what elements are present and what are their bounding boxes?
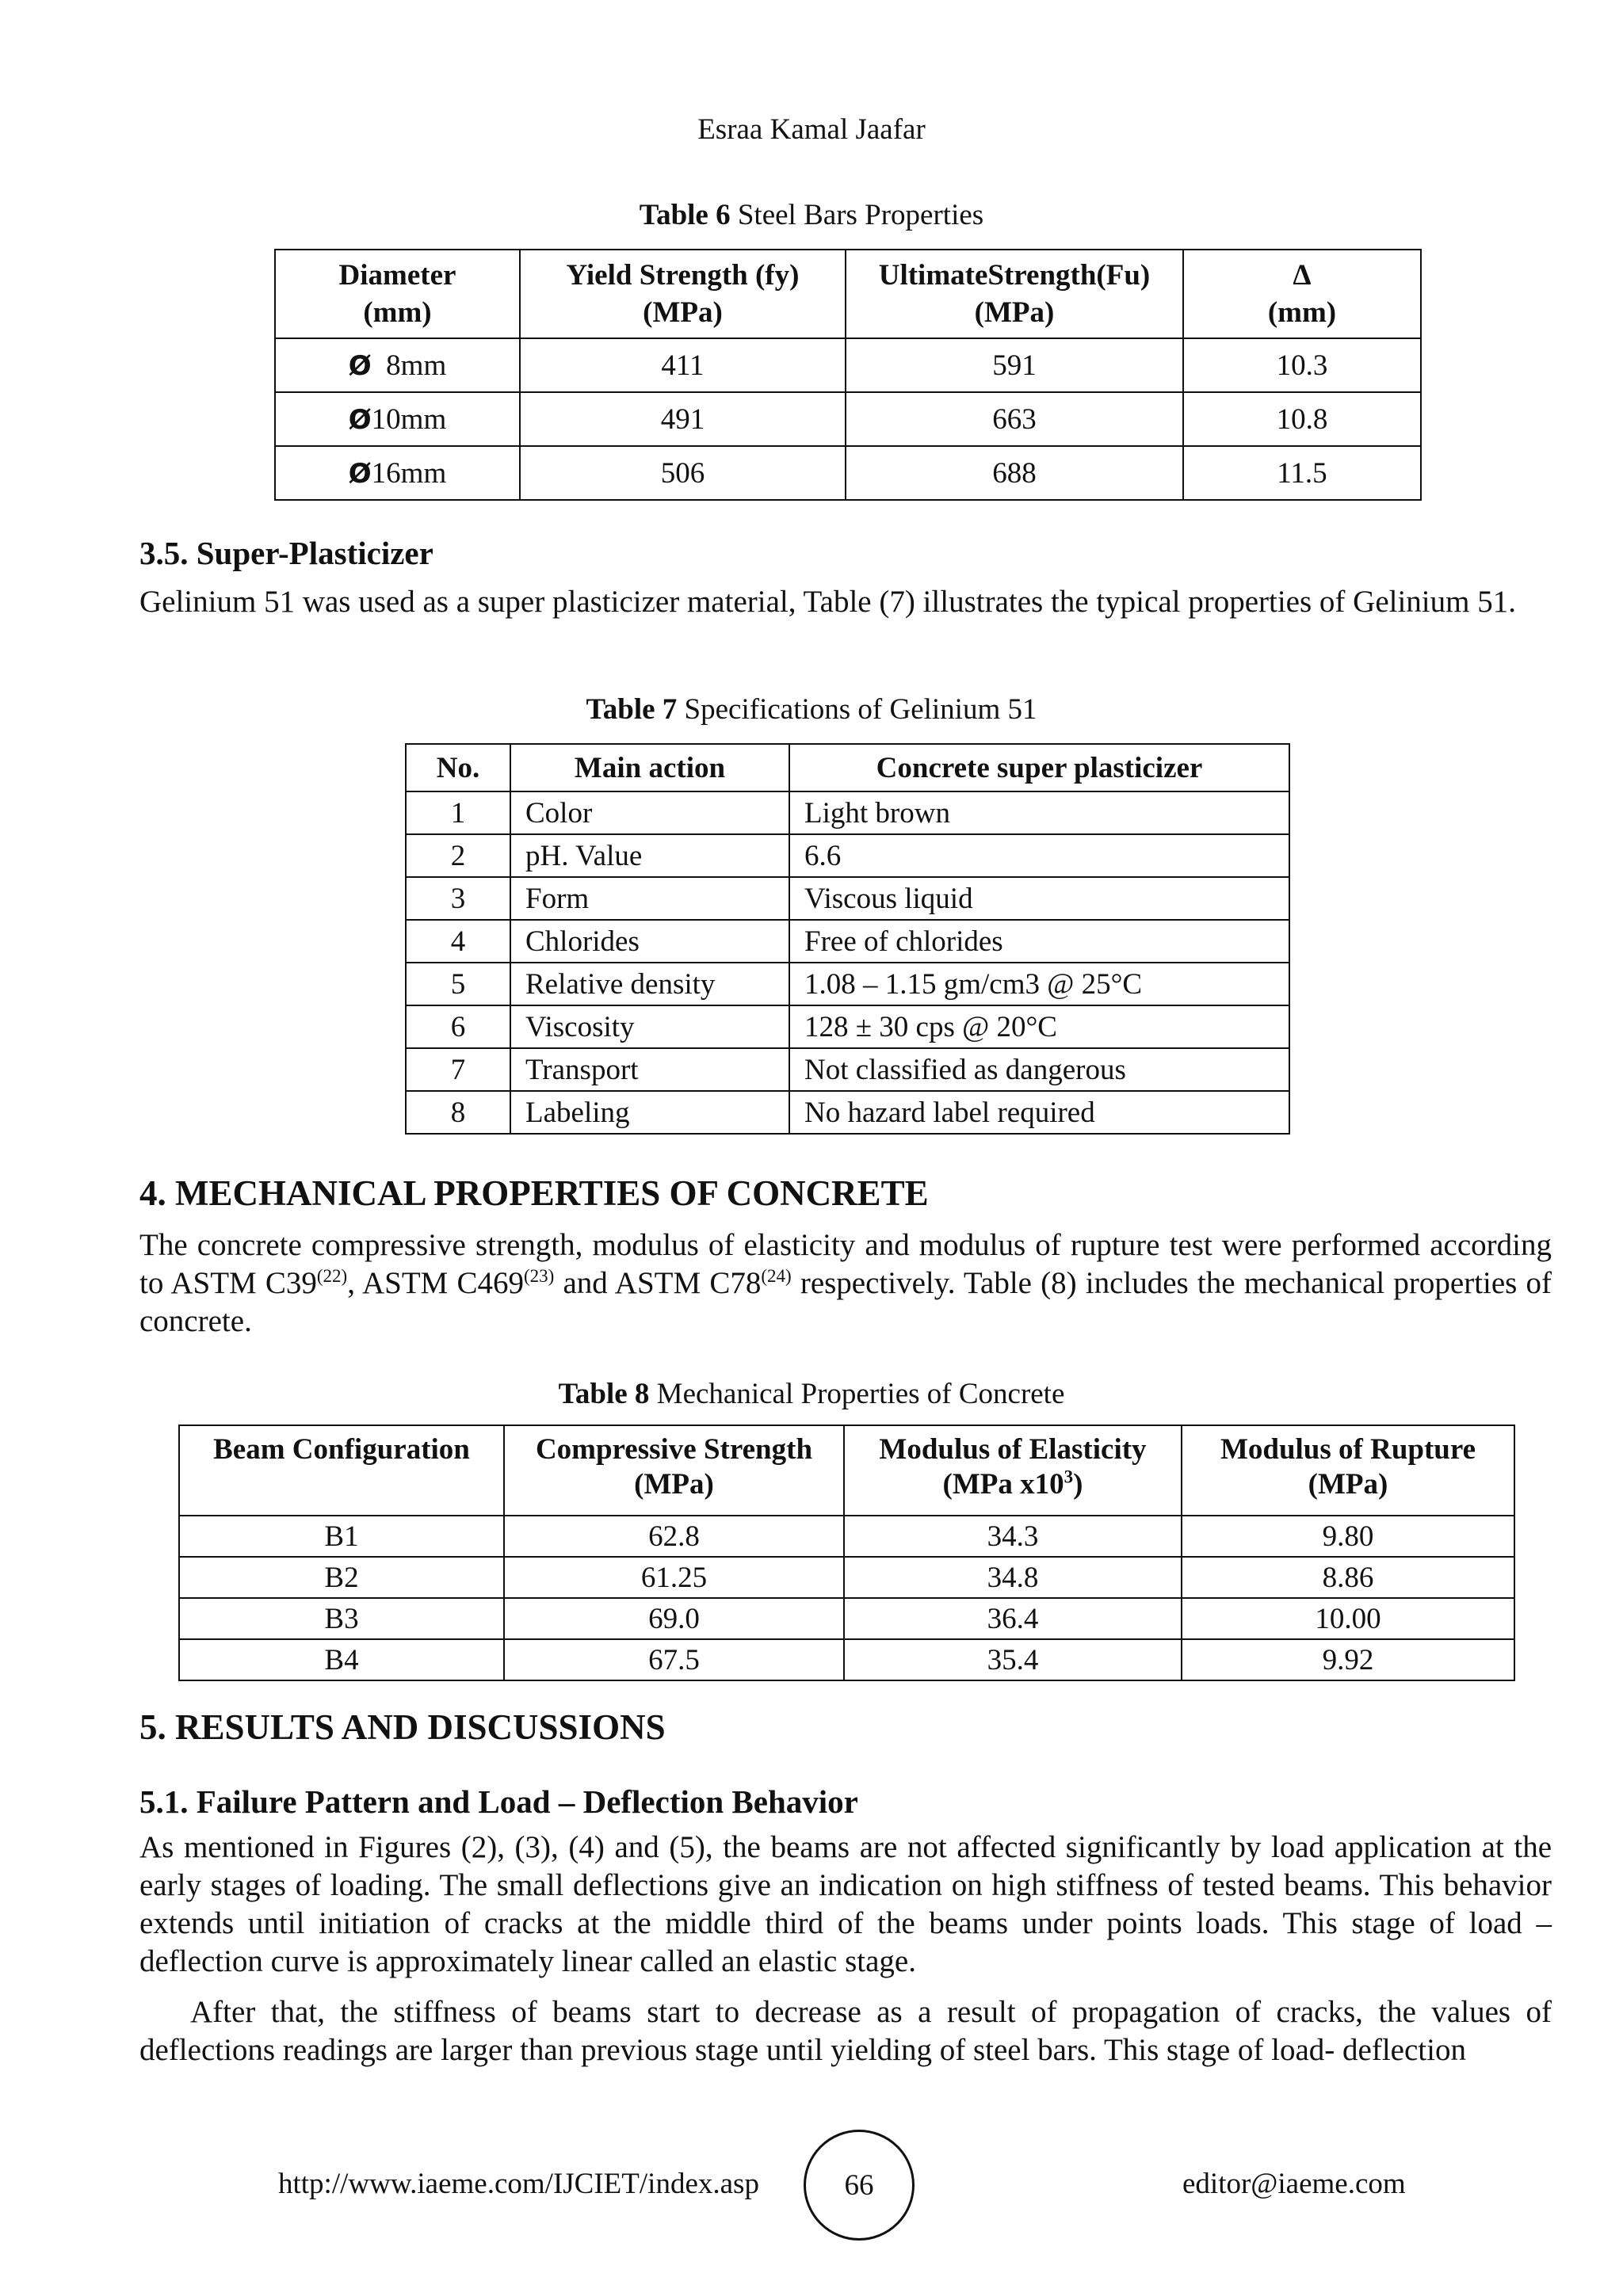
cell-beam: B4: [179, 1639, 504, 1680]
diameter-symbol: Ø: [348, 457, 372, 490]
table6-caption: [0, 198, 1623, 232]
cell-e: 34.8: [844, 1557, 1182, 1598]
section-4-heading: 4. MECHANICAL PROPERTIES OF CONCRETE: [139, 1173, 929, 1213]
cell-fr: 10.00: [1182, 1598, 1514, 1639]
cell-fr: 9.92: [1182, 1639, 1514, 1680]
table8-caption: [0, 1377, 1623, 1411]
col-ultimate-strength: UltimateStrength(Fu) (MPa): [846, 250, 1183, 338]
table-row: [179, 1598, 1514, 1639]
table-row: [406, 791, 1289, 834]
cell-fy: 411: [520, 338, 846, 392]
section-3-5-heading: 3.5. Super-Plasticizer: [139, 535, 433, 571]
cell-beam: B2: [179, 1557, 504, 1598]
cell-fy: 491: [520, 392, 846, 446]
cell-action: Labeling: [510, 1091, 789, 1134]
cell-diameter: Ø16mm: [275, 446, 520, 500]
section-5-1-heading: 5.1. Failure Pattern and Load – Deflection Behavior: [139, 1783, 858, 1820]
cell-fu: 591: [846, 338, 1183, 392]
ref-23: (23): [524, 1266, 555, 1286]
cell-no: 5: [406, 963, 510, 1005]
cell-fc: 61.25: [504, 1557, 844, 1598]
ref-24: (24): [761, 1266, 792, 1286]
cell-value: 6.6: [789, 834, 1289, 877]
col-modulus-elasticity: Modulus of Elasticity (MPa $x10^3$): [844, 1425, 1182, 1516]
table-row: [406, 963, 1289, 1005]
section-3-5-text: Gelinium 51 was used as a super plasticizer material, Table (7) illustrates the typical properties of Gelinium 51.: [139, 585, 1516, 619]
col-main-action: Main action: [510, 744, 789, 791]
cell-diameter: Ø10mm: [275, 392, 520, 446]
table8-label: Table 8: [558, 1378, 650, 1410]
table-row: [275, 446, 1421, 500]
cell-delta: 10.8: [1183, 392, 1421, 446]
cell-value: No hazard label required: [789, 1091, 1289, 1134]
table-header-row: [179, 1425, 1514, 1516]
table7-title: Specifications of Gelinium 51: [684, 693, 1037, 726]
cell-e: 34.3: [844, 1516, 1182, 1557]
cell-value: 128 ± 30 cps @ 20°C: [789, 1005, 1289, 1048]
cell-no: 2: [406, 834, 510, 877]
cell-value: Light brown: [789, 791, 1289, 834]
cell-action: Viscosity: [510, 1005, 789, 1048]
table7-caption: [0, 692, 1623, 727]
table-row: [179, 1516, 1514, 1557]
cell-fu: 663: [846, 392, 1183, 446]
mechanical-properties-table: [178, 1425, 1515, 1681]
cell-beam: B3: [179, 1598, 504, 1639]
table6-label: Table 6: [639, 199, 731, 231]
cell-fu: 688: [846, 446, 1183, 500]
cell-action: Chlorides: [510, 920, 789, 963]
table-row: [275, 392, 1421, 446]
gelinium-specs-table: [405, 743, 1290, 1135]
cell-value: Viscous liquid: [789, 877, 1289, 920]
footer-email[interactable]: editor@iaeme.com: [1182, 2168, 1406, 2200]
cell-no: 7: [406, 1048, 510, 1091]
cell-fr: 8.86: [1182, 1557, 1514, 1598]
cell-action: Relative density: [510, 963, 789, 1005]
cell-fy: 506: [520, 446, 846, 500]
page-number: 66: [804, 2130, 915, 2241]
running-header: Esraa Kamal Jaafar: [697, 113, 926, 146]
table8-title: Mechanical Properties of Concrete: [656, 1378, 1065, 1410]
cell-value: Free of chlorides: [789, 920, 1289, 963]
cell-no: 8: [406, 1091, 510, 1134]
col-diameter: Diameter (mm): [275, 250, 520, 338]
col-delta: Δ (mm): [1183, 250, 1421, 338]
table7-label: Table 7: [586, 693, 678, 726]
table-row: [406, 834, 1289, 877]
col-yield-strength: Yield Strength (fy) (MPa): [520, 250, 846, 338]
ref-22: (22): [316, 1266, 348, 1286]
col-modulus-rupture: Modulus of Rupture (MPa): [1182, 1425, 1514, 1516]
diameter-symbol: Ø: [348, 403, 372, 436]
cell-action: Color: [510, 791, 789, 834]
table-header-row: [406, 744, 1289, 791]
cell-beam: B1: [179, 1516, 504, 1557]
cell-delta: 10.3: [1183, 338, 1421, 392]
cell-action: pH. Value: [510, 834, 789, 877]
table-row: [406, 1091, 1289, 1134]
table-row: [406, 1005, 1289, 1048]
diameter-symbol: Ø: [348, 349, 372, 382]
section-5-1-para2: After that, the stiffness of beams start to decrease as a result of propagation of cracks, the values of deflections readings are larger than previous stage until yielding of steel bars. This stage of load- deflection: [139, 1995, 1552, 2067]
steel-bars-table: [274, 249, 1422, 501]
cell-fc: 62.8: [504, 1516, 844, 1557]
cell-delta: 11.5: [1183, 446, 1421, 500]
col-compressive-strength: Compressive Strength (MPa): [504, 1425, 844, 1516]
table-row: [275, 338, 1421, 392]
cell-no: 4: [406, 920, 510, 963]
cell-no: 6: [406, 1005, 510, 1048]
col-no: No.: [406, 744, 510, 791]
table-row: [406, 1048, 1289, 1091]
section-5-heading: 5. RESULTS AND DISCUSSIONS: [139, 1707, 666, 1747]
cell-no: 1: [406, 791, 510, 834]
cell-fc: 67.5: [504, 1639, 844, 1680]
col-super-plasticizer: Concrete super plasticizer: [789, 744, 1289, 791]
cell-fr: 9.80: [1182, 1516, 1514, 1557]
cell-no: 3: [406, 877, 510, 920]
table-header-row: [275, 250, 1421, 338]
cell-action: Transport: [510, 1048, 789, 1091]
table6-title: Steel Bars Properties: [737, 199, 984, 231]
cell-e: 36.4: [844, 1598, 1182, 1639]
section-5-1-para1: As mentioned in Figures (2), (3), (4) and (5), the beams are not affected significantly by load application at the early stages of loading. The small deflections give an indication on high stiffness of tested beams. This behavior extends until initiation of cracks at the middle third of the beams under points loads. This stage of load – deflection curve is approximately linear called an elastic stage.: [139, 1830, 1552, 1978]
cell-fc: 69.0: [504, 1598, 844, 1639]
col-beam-configuration: Beam Configuration: [179, 1425, 504, 1516]
table-row: [179, 1639, 1514, 1680]
footer-url[interactable]: http://www.iaeme.com/IJCIET/index.asp: [278, 2168, 759, 2200]
cell-diameter: Ø 8mm: [275, 338, 520, 392]
cell-value: 1.08 – 1.15 gm/cm3 @ 25°C: [789, 963, 1289, 1005]
cell-e: 35.4: [844, 1639, 1182, 1680]
cell-value: Not classified as dangerous: [789, 1048, 1289, 1091]
section-4-text: The concrete compressive strength, modulus of elasticity and modulus of rupture test were performed according to ASTM C39$^{(22)}$, ASTM C469$^{(23)}$ and ASTM C78$^{(24)}$ respectively. Table (8) includes the mechanical properties of concrete.: [139, 1228, 1552, 1338]
table-row: [179, 1557, 1514, 1598]
table-row: [406, 877, 1289, 920]
table-row: [406, 920, 1289, 963]
cell-action: Form: [510, 877, 789, 920]
